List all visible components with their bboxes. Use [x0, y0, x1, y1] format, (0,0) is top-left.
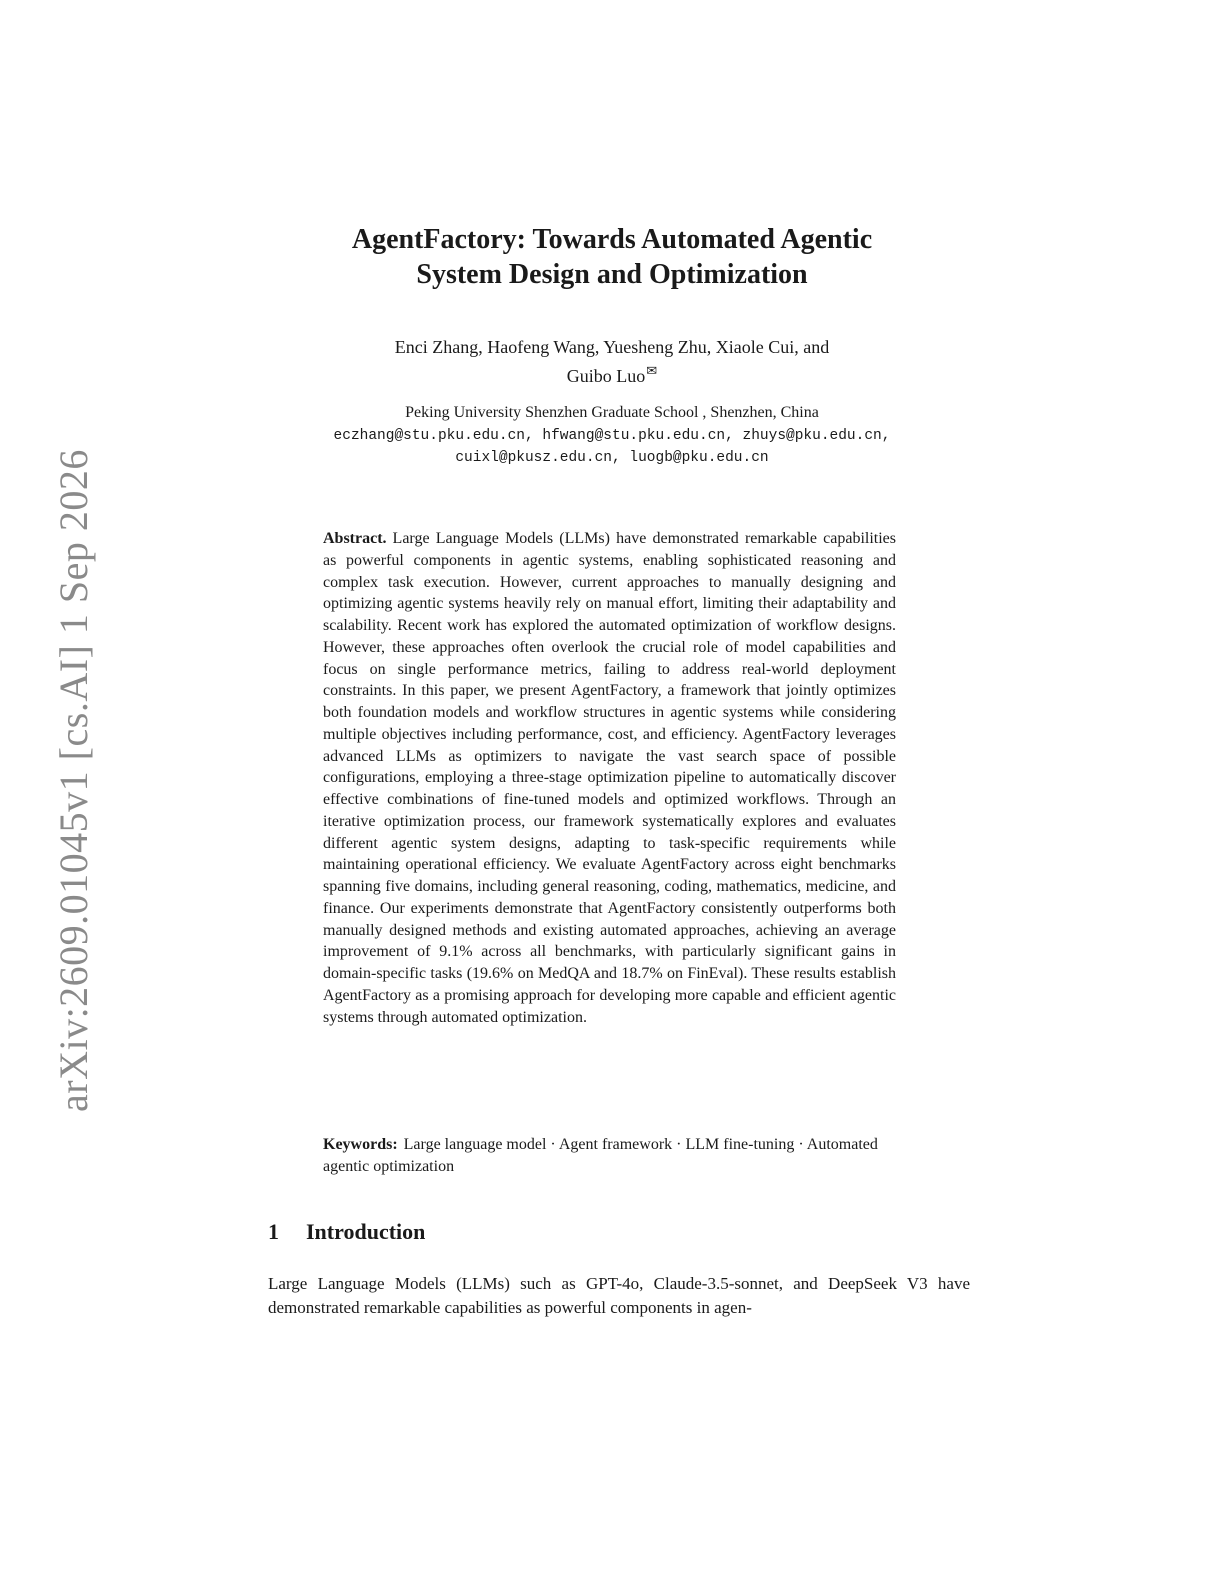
email-list	[262, 425, 962, 469]
intro-paragraph: Large Language Models (LLMs) such as GPT-4o, Claude-3.5-sonnet, and DeepSeek V3 have demonstrated remarkable capabilities as powerful components in agen-	[268, 1274, 970, 1317]
abstract-label: Abstract.	[323, 530, 387, 547]
corresponding-author: Guibo Luo	[566, 366, 646, 386]
keywords-label: Keywords:	[323, 1136, 398, 1153]
title-line-1: AgentFactory: Towards Automated Agentic	[351, 224, 873, 255]
section-number: 1	[268, 1219, 279, 1244]
keywords-text: Large language model · Agent framework · LLM fine-tuning · Automated agentic optimization	[323, 1136, 878, 1175]
affiliation: Peking University Shenzhen Graduate School , Shenzhen, China	[405, 404, 819, 421]
emails-line-1: eczhang@stu.pku.edu.cn, hfwang@stu.pku.edu.cn, zhuys@pku.edu.cn,	[333, 428, 891, 444]
authors-line-1: Enci Zhang, Haofeng Wang, Yuesheng Zhu, Xiaole Cui, and	[394, 337, 830, 357]
keywords	[323, 1134, 896, 1178]
paper-title	[262, 222, 962, 292]
emails-line-2: cuixl@pkusz.edu.cn, luogb@pku.edu.cn	[455, 450, 769, 466]
section-title: Introduction	[306, 1219, 426, 1244]
abstract	[323, 528, 896, 1028]
author-list	[262, 336, 962, 388]
section-heading	[268, 1218, 425, 1246]
envelope-icon: ✉	[646, 363, 658, 378]
abstract-text: Large Language Models (LLMs) have demonstrated remarkable capabilities as powerful components in agentic systems, enabling sophisticated reasoning and complex task execution. However, current approaches to manually designing and optimizing agentic systems heavily rely on manual effort, limiting their adaptability and scalability. Recent work has explored the automated optimization of workflow designs. However, these approaches often overlook the crucial role of model capabilities and focus on single performance metrics, failing to address real-world deployment constraints. In this paper, we present AgentFactory, a framework that jointly optimizes both foundation models and workflow structures in agentic systems while considering multiple objectives including performance, cost, and efficiency. AgentFactory leverages advanced LLMs as optimizers to navigate the vast search space of possible configurations, employing a three-stage optimization pipeline to automatically discover effective combinations of fine-tuned models and optimized workflows. Through an iterative optimization process, our framework systematically explores and evaluates different agentic system designs, adapting to task-specific requirements while maintaining operational efficiency. We evaluate AgentFactory across eight benchmarks spanning five domains, including general reasoning, coding, mathematics, medicine, and finance. Our experiments demonstrate that AgentFactory consistently outperforms both manually designed methods and existing automated approaches, achieving an average improvement of 9.1% across all benchmarks, with particularly significant gains in domain-specific tasks (19.6% on MedQA and 18.7% on FinEval). These results establish AgentFactory as a promising approach for developing more capable and efficient agentic systems through automated optimization.	[323, 530, 896, 1026]
authors-line-2	[262, 359, 962, 388]
title-line-2: System Design and Optimization	[416, 259, 808, 290]
arxiv-identifier-stamp: arXiv:2609.01045v1 [cs.AI] 1 Sep 2026	[51, 449, 96, 1112]
